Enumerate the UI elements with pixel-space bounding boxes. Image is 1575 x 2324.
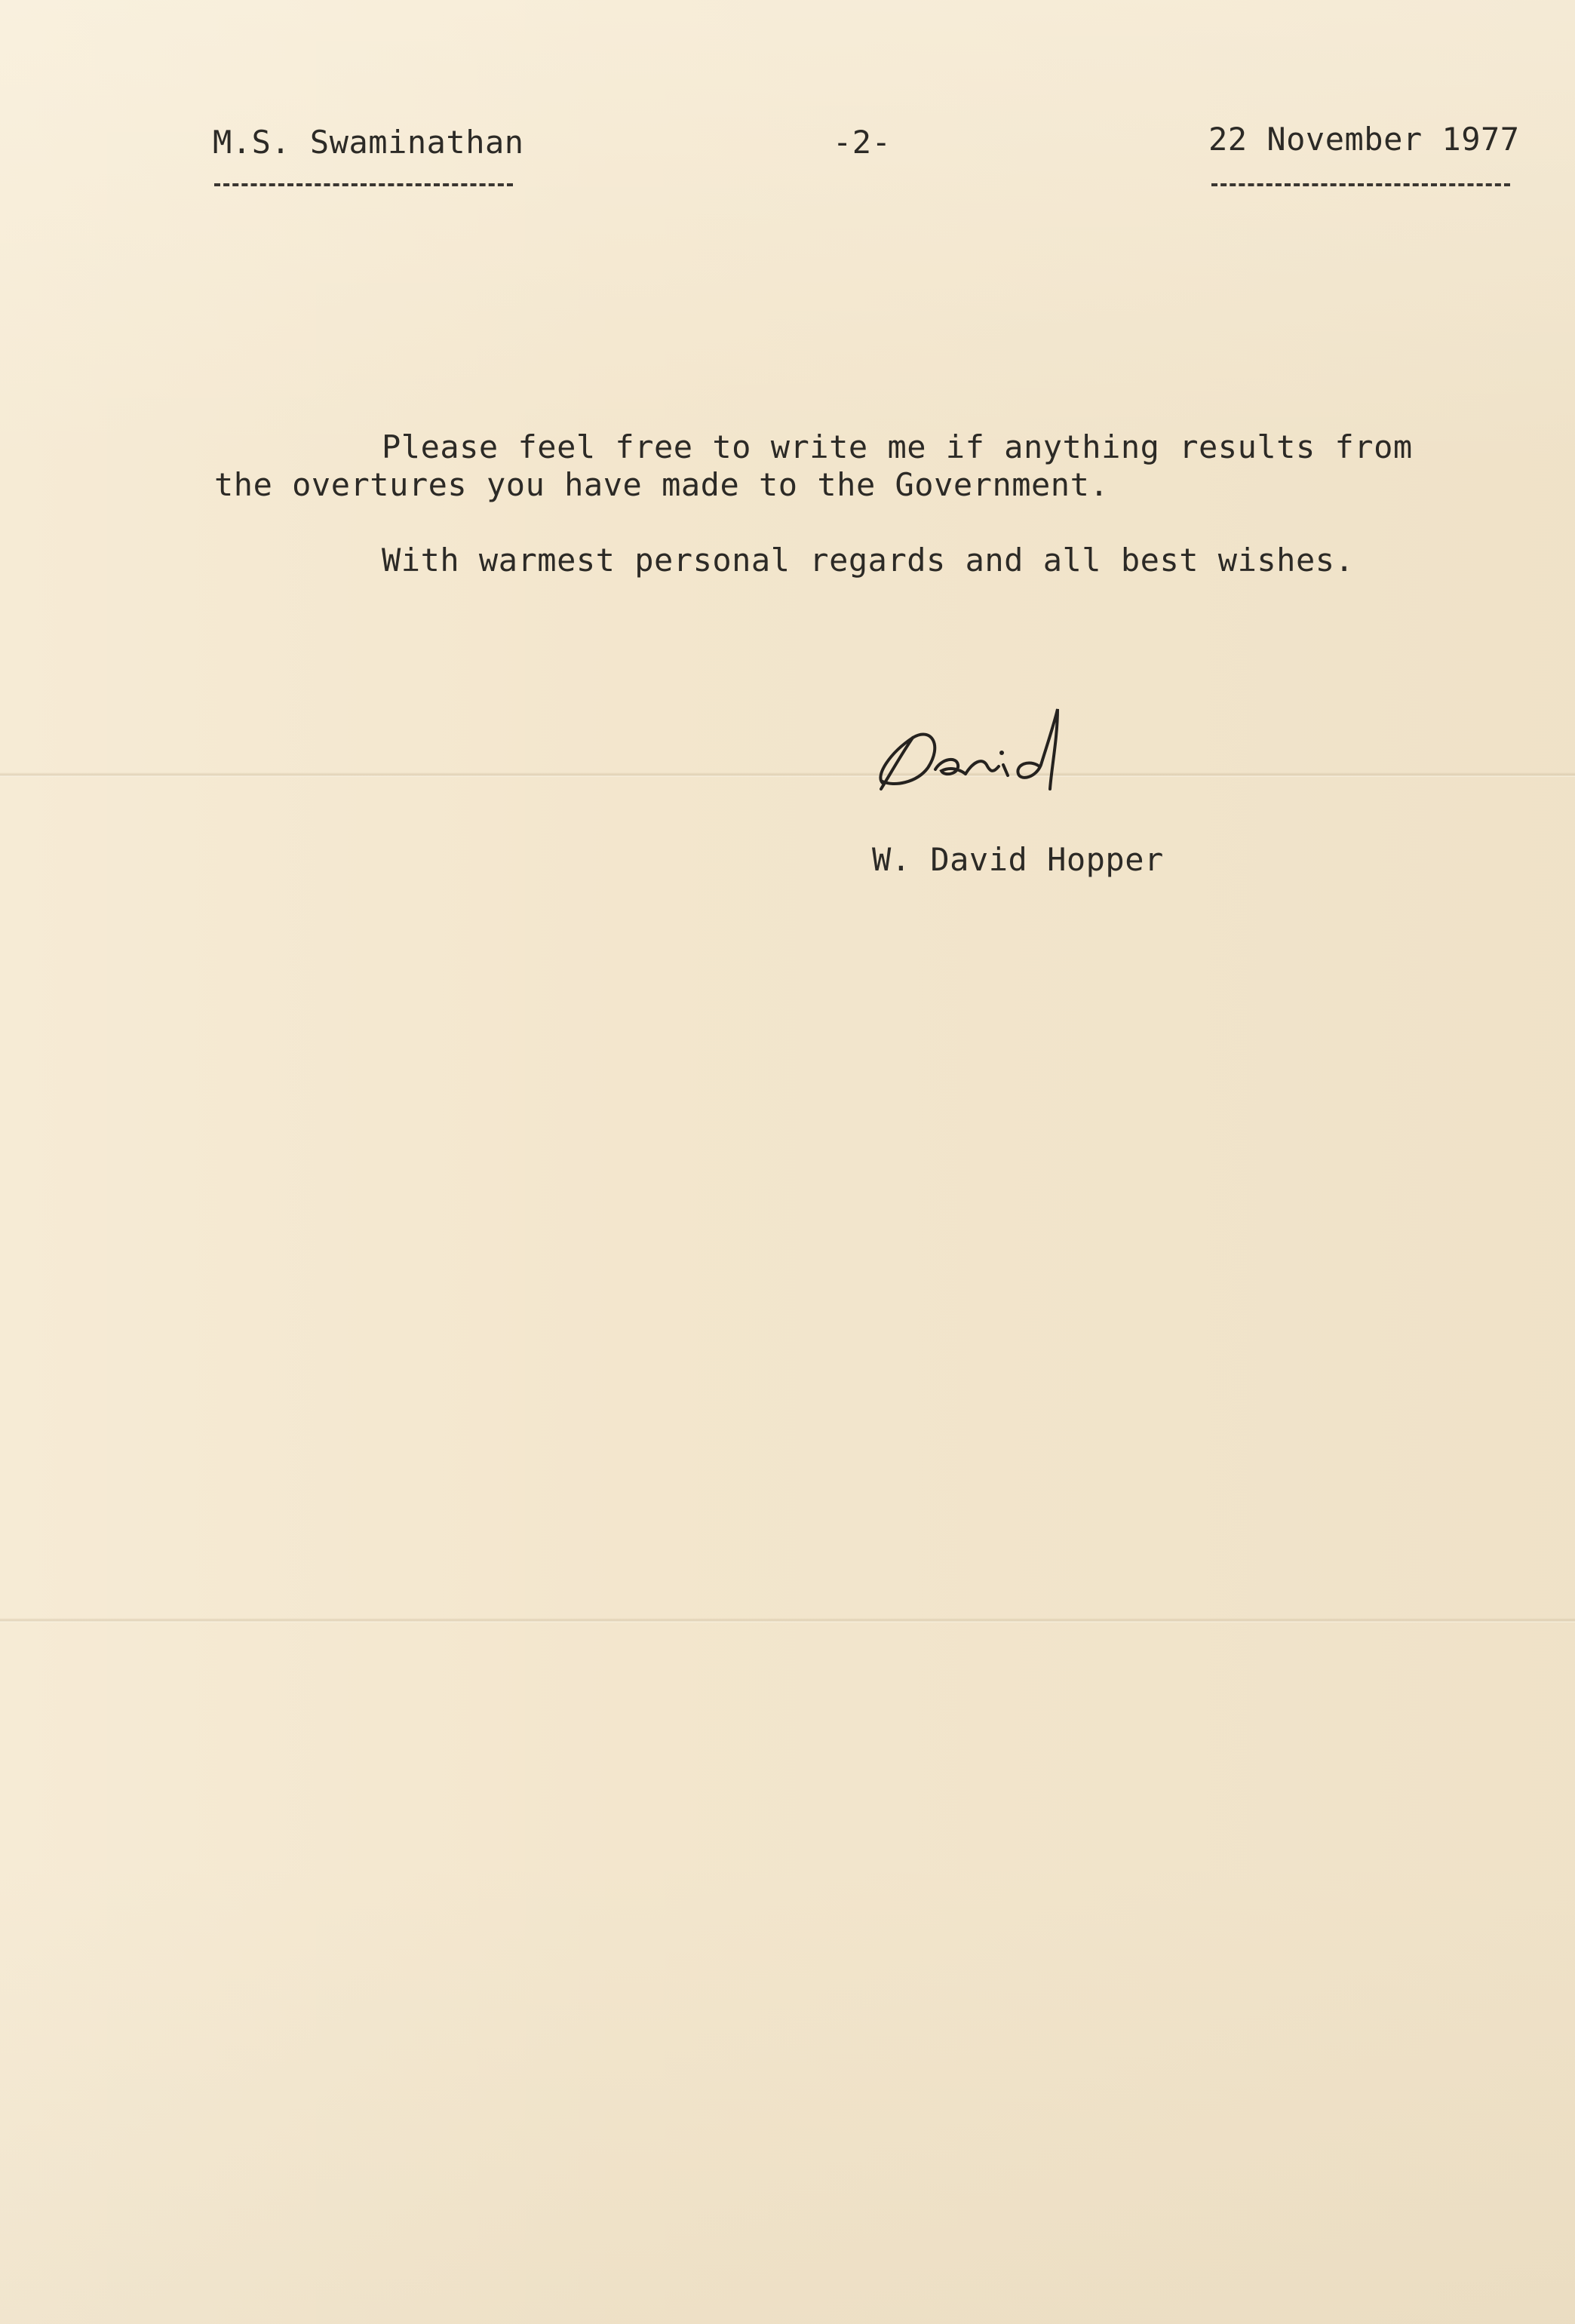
- body-paragraph-1-line-2: the overtures you have made to the Government.: [214, 466, 1110, 503]
- paper-fold-line: [0, 772, 1575, 777]
- body-paragraph-2: With warmest personal regards and all best wishes.: [382, 542, 1355, 579]
- recipient-header: M.S. Swaminathan: [213, 124, 524, 161]
- page-number: -2-: [833, 124, 892, 161]
- body-paragraph-1-line-1: Please feel free to write me if anything results from: [382, 428, 1413, 465]
- paper-fold-line: [0, 1618, 1575, 1623]
- handwritten-signature: [860, 692, 1101, 806]
- recipient-underline: [214, 183, 513, 186]
- signer-name: W. David Hopper: [872, 841, 1164, 878]
- date-underline: [1211, 183, 1510, 186]
- date-header: 22 November 1977: [1208, 121, 1520, 158]
